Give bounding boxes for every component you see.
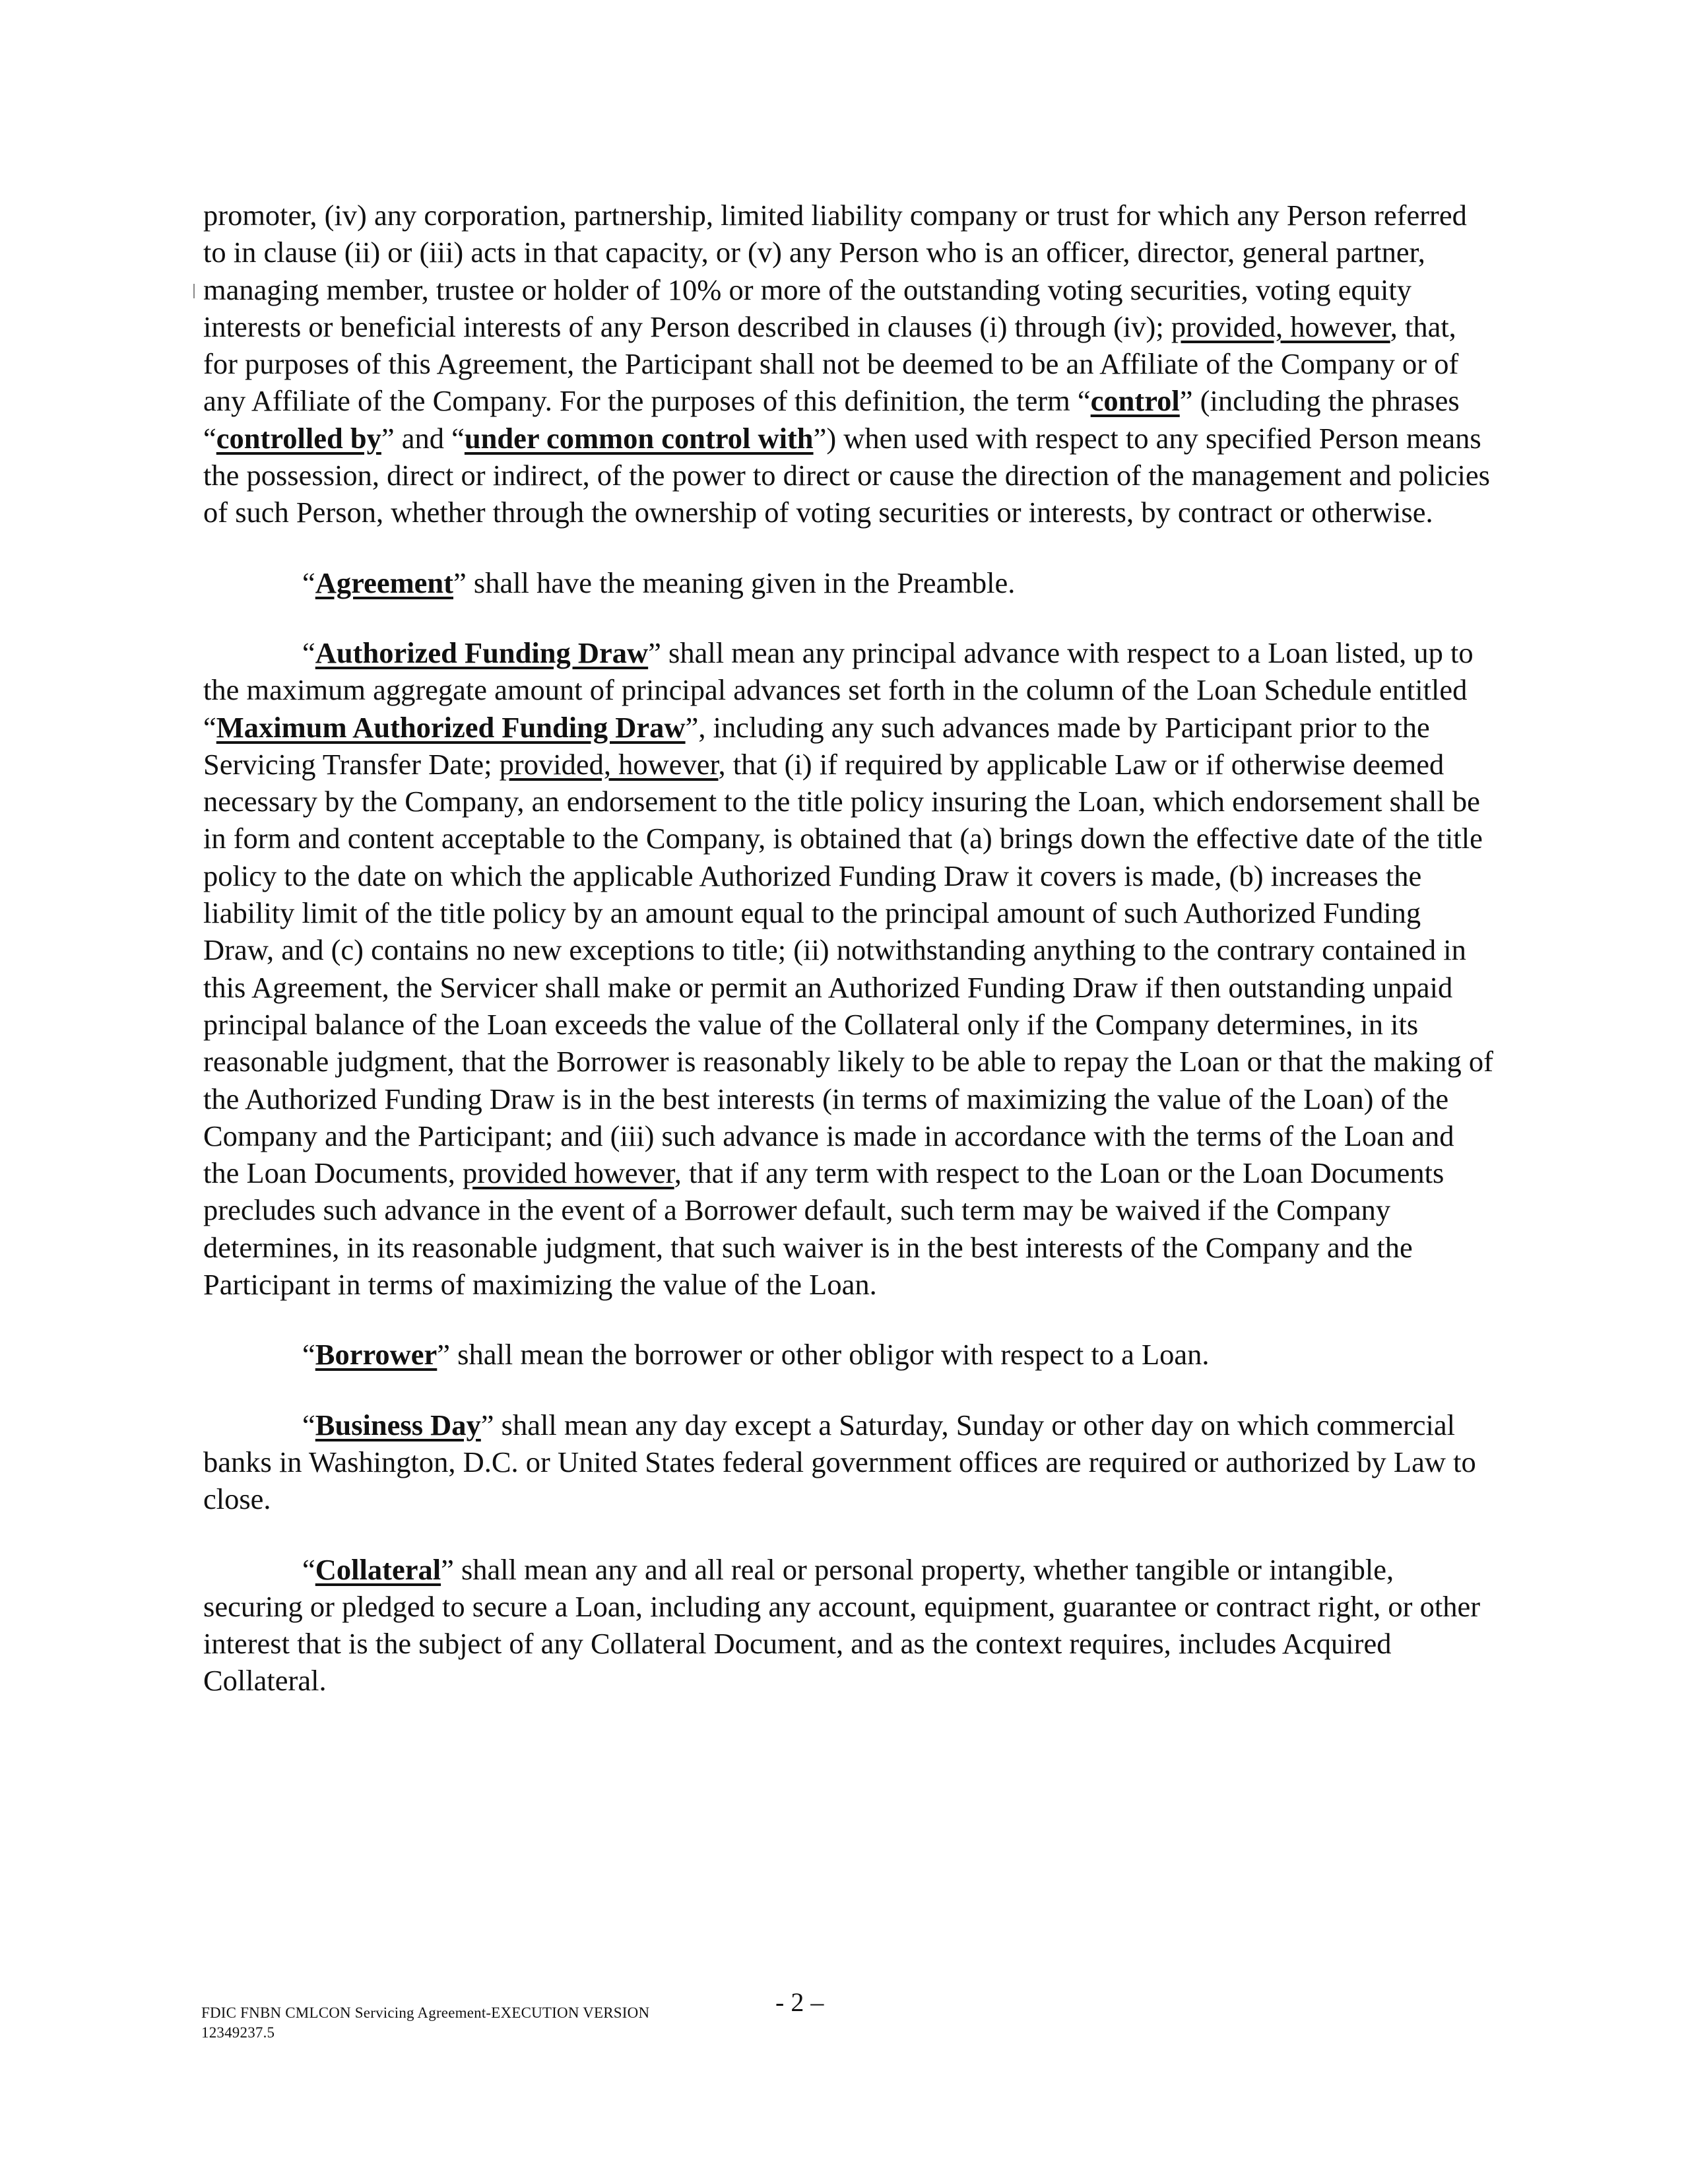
definition-paragraph <box>203 634 1497 1303</box>
defined-term: controlled by <box>216 421 381 455</box>
paragraph-text: “ <box>302 1552 315 1586</box>
paragraph-text: ” shall mean the borrower or other obligor with respect to a Loan. <box>437 1338 1210 1372</box>
footer-document-id: 12349237.5 <box>201 2024 275 2041</box>
definition-paragraph <box>203 1336 1497 1373</box>
definition-paragraph <box>203 1406 1497 1518</box>
definition-paragraph <box>203 564 1497 601</box>
paragraph-text: ”) when used with respect to any specified Person means the possession, direct or indirect, of the power to direct or cause the direction of the management and policies of such Person, whether through the ownership of voting securities or interests, by contract or otherwise. <box>203 421 1490 529</box>
page-number: - 2 – <box>775 1987 824 2017</box>
continuation-paragraph <box>203 197 1497 531</box>
defined-term: Maximum Authorized Funding Draw <box>216 710 686 744</box>
paragraph-text: ” shall mean any principal advance with respect to a Loan listed, up to the maximum aggregate amount of principal advances set forth in the column of the Loan Schedule entitled “ <box>203 636 1474 744</box>
document-body <box>203 197 1497 1733</box>
paragraph-text: ”, including any such advances made by Participant prior to the Servicing Transfer Date; <box>203 710 1430 781</box>
paragraph-text: , that, for purposes of this Agreement, the Participant shall not be deemed to be an Affiliate of the Company or of any Affiliate of the Company. For the purposes of this definition, the term “ <box>203 310 1459 418</box>
paragraph-text: “ <box>302 1408 315 1441</box>
underlined-proviso: provided, however <box>1171 310 1390 343</box>
defined-term: Collateral <box>315 1552 441 1586</box>
paragraph-text: ” and “ <box>381 421 465 455</box>
paragraph-text: ” shall mean any day except a Saturday, Sunday or other day on which commercial banks in Washington, D.C. or United States federal government offices are required or authorized by Law to close. <box>203 1408 1476 1516</box>
paragraph-text: “ <box>302 636 315 669</box>
paragraph-text: ” shall mean any and all real or personal property, whether tangible or intangible, securing or pledged to secure a Loan, including any account, equipment, guarantee or contract right, or other interest that is the subject of any Collateral Document, and as the context requires, includes Acquired Collateral. <box>203 1552 1481 1698</box>
defined-term: Borrower <box>315 1338 438 1372</box>
defined-term: under common control with <box>464 421 814 455</box>
defined-term: Authorized Funding Draw <box>315 636 649 669</box>
definition-paragraph <box>203 1551 1497 1700</box>
paragraph-text: ” shall have the meaning given in the Preamble. <box>453 566 1016 599</box>
paragraph-text: “ <box>302 566 315 599</box>
underlined-proviso: provided, however <box>499 747 719 781</box>
defined-term: Business Day <box>315 1408 481 1441</box>
defined-term: control <box>1090 384 1180 418</box>
underlined-proviso: provided however <box>462 1156 674 1190</box>
footer-document-title: FDIC FNBN CMLCON Servicing Agreement-EXECUTION VERSION <box>201 2004 650 2021</box>
document-footer <box>201 2003 649 2043</box>
paragraph-text: , that if any term with respect to the Loan or the Loan Documents precludes such advance in the event of a Borrower default, such term may be waived if the Company determines, in its reasonable judgment, that such waiver is in the best interests of the Company and the Participant in terms of maximizing the value of the Loan. <box>203 1156 1444 1302</box>
paragraph-text: promoter, (iv) any corporation, partnership, limited liability company or trust for which any Person referred to in clause (ii) or (iii) acts in that capacity, or (v) any Person who is an officer, director, general partner, managing member, trustee or holder of 10% or more of the outstanding voting securities, voting equity interests or beneficial interests of any Person described in clauses (i) through (iv); <box>203 199 1467 343</box>
paragraph-text: , that (i) if required by applicable Law or if otherwise deemed necessary by the Company, an endorsement to the title policy insuring the Loan, which endorsement shall be in form and content acceptable to the Company, is obtained that (a) brings down the effective date of the title policy to the date on which the applicable Authorized Funding Draw it covers is made, (b) increases the liability limit of the title policy by an amount equal to the principal amount of such Authorized Funding Draw, and (c) contains no new exceptions to title; (ii) notwithstanding anything to the contrary contained in this Agreement, the Servicer shall make or permit an Authorized Funding Draw if then outstanding unpaid principal balance of the Loan exceeds the value of the Collateral only if the Company determines, in its reasonable judgment, that the Borrower is reasonably likely to be able to repay the Loan or that the making of the Authorized Funding Draw is in the best interests (in terms of maximizing the value of the Loan) of the Company and the Participant; and (iii) such advance is made in accordance with the terms of the Loan and the Loan Documents, <box>203 747 1493 1190</box>
scan-artifact-mark <box>193 284 195 298</box>
paragraph-text: “ <box>302 1338 315 1372</box>
paragraph-text: ” (including the phrases “ <box>203 384 1460 455</box>
defined-term: Agreement <box>315 566 453 599</box>
